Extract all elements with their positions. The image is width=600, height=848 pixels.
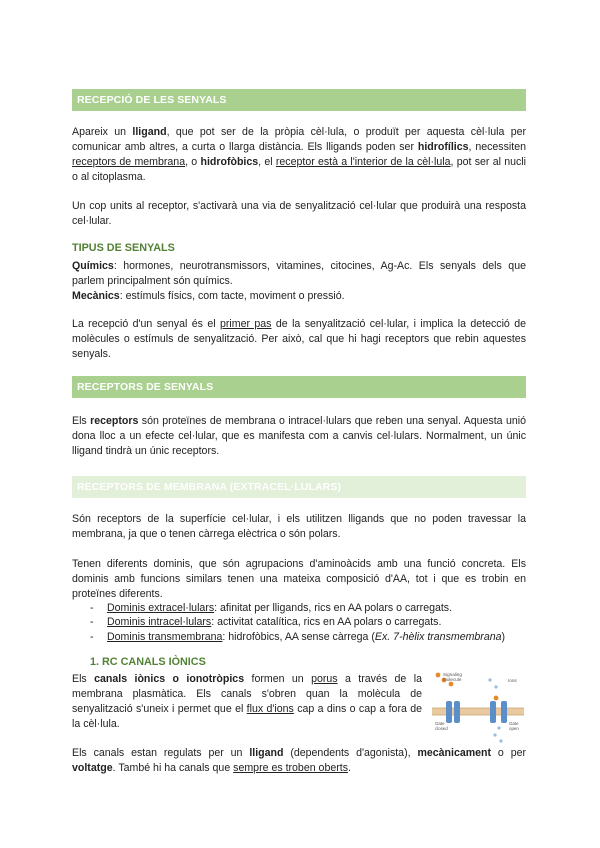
paragraph-regulacio: Els canals estan regulats per un lligand (dependents d'agonista), mecànicament o per voltatge. També hi ha canals que sempre es troben oberts.: [72, 747, 527, 774]
fig-label: Signaling: [443, 672, 462, 677]
paragraph-primer-pas: La recepció d'un senyal és el primer pas de la senyalització cel·lular, i implica la detecció de molècules o estímuls de senyalització. Per això, cal que hi hagi receptors que rebin aquestes senyals.: [72, 318, 527, 360]
membrane-band: [432, 708, 524, 715]
ion-dot: [493, 733, 496, 736]
canals-ionics-title: 1. RC CANALS IÒNICS: [90, 656, 206, 668]
ion-dot: [488, 678, 491, 681]
signal-molecule-dot: [436, 673, 441, 678]
ion-dot: [497, 726, 500, 729]
paragraph-quimics: Químics: hormones, neurotransmissors, vitamines, citocines, Ag-Ac. Els senyals dels que parlem principalment són químics.: [72, 260, 526, 287]
paragraph-dominis: Tenen diferents dominis, que són agrupacions d'aminoàcids amb una funció concreta. Els dominis amb funcions similars tenen una mateixa composició d'AA, tot i que es trobin en proteïnes diferents.: [72, 558, 526, 600]
signal-molecule-dot: [449, 682, 454, 687]
channel-closed-left: [446, 701, 452, 723]
paragraph-canals: Els canals iònics o ionotròpics formen un porus a través de la membrana plasmàtica. Els canals s'obren quan la molècula de senyalització s'uneix i permet que el flux d'ions cap a dins o cap a fora de la cèl·lula.: [72, 673, 422, 730]
fig-label: closed: [435, 726, 448, 731]
fig-label: Gate: [509, 721, 519, 726]
fig-label: open: [509, 726, 519, 731]
ion-dot: [494, 685, 497, 688]
fig-label: Ions: [508, 678, 517, 683]
channel-open-left: [490, 701, 496, 723]
ion-channel-figure: [430, 668, 526, 746]
channel-open-right: [501, 701, 507, 723]
paragraph-mecanics: Mecànics: estímuls físics, com tacte, moviment o pressió.: [72, 290, 345, 302]
section-header-membrana: RECEPTORS DE MEMBRANA (EXTRACEL·LULARS): [72, 476, 526, 498]
list-item: - Dominis transmembrana: hidrofòbics, AA sense càrrega (Ex. 7-hèlix transmembrana): [90, 631, 506, 643]
paragraph-superficie: Són receptors de la superfície cel·lular, i els utilitzen lligands que no poden travessar la membrana, ja que o tenen càrrega elèctrica o són polars.: [72, 513, 526, 540]
paragraph-receptors: Els receptors són proteïnes de membrana o intracel·lulars que reben una senyal. Aquesta unió dona lloc a un efecte cel·lular, que es manifesta com a canvis cel·lulars. Normalment, un únic lligand tindrà un únic receptors.: [72, 415, 526, 457]
ion-dot: [499, 739, 502, 742]
section-header-recepcio: RECEPCIÓ DE LES SENYALS: [72, 89, 526, 111]
section-header-receptors: RECEPTORS DE SENYALS: [72, 376, 526, 398]
fig-label: Gate: [435, 721, 445, 726]
channel-closed-right: [454, 701, 460, 723]
paragraph-resposta: Un cop units al receptor, s'activarà una via de senyalització cel·lular que produirà una resposta cel·lular.: [72, 200, 526, 227]
list-item: - Dominis extracel·lulars: afinitat per lligands, rics en AA polars o carregats.: [90, 602, 453, 614]
list-item: - Dominis intracel·lulars: activitat catalítica, rics en AA polars o carregats.: [90, 616, 442, 628]
tipus-senyals-title: TIPUS DE SENYALS: [72, 242, 175, 254]
paragraph-lligand: Apareix un lligand, que pot ser de la pròpia cèl·lula, o produït per aquesta cèl·lula per comunicar amb altres, a curta o llarga distància. Els lligands poden ser hidrofílics, necessiten receptors de membrana, o hidrofòbics, el receptor està a l'interior de la cèl·lula, pot ser al nucli o al citoplasma.: [72, 126, 526, 183]
fig-label: molecule: [443, 677, 462, 682]
signal-molecule-dot: [494, 696, 499, 701]
